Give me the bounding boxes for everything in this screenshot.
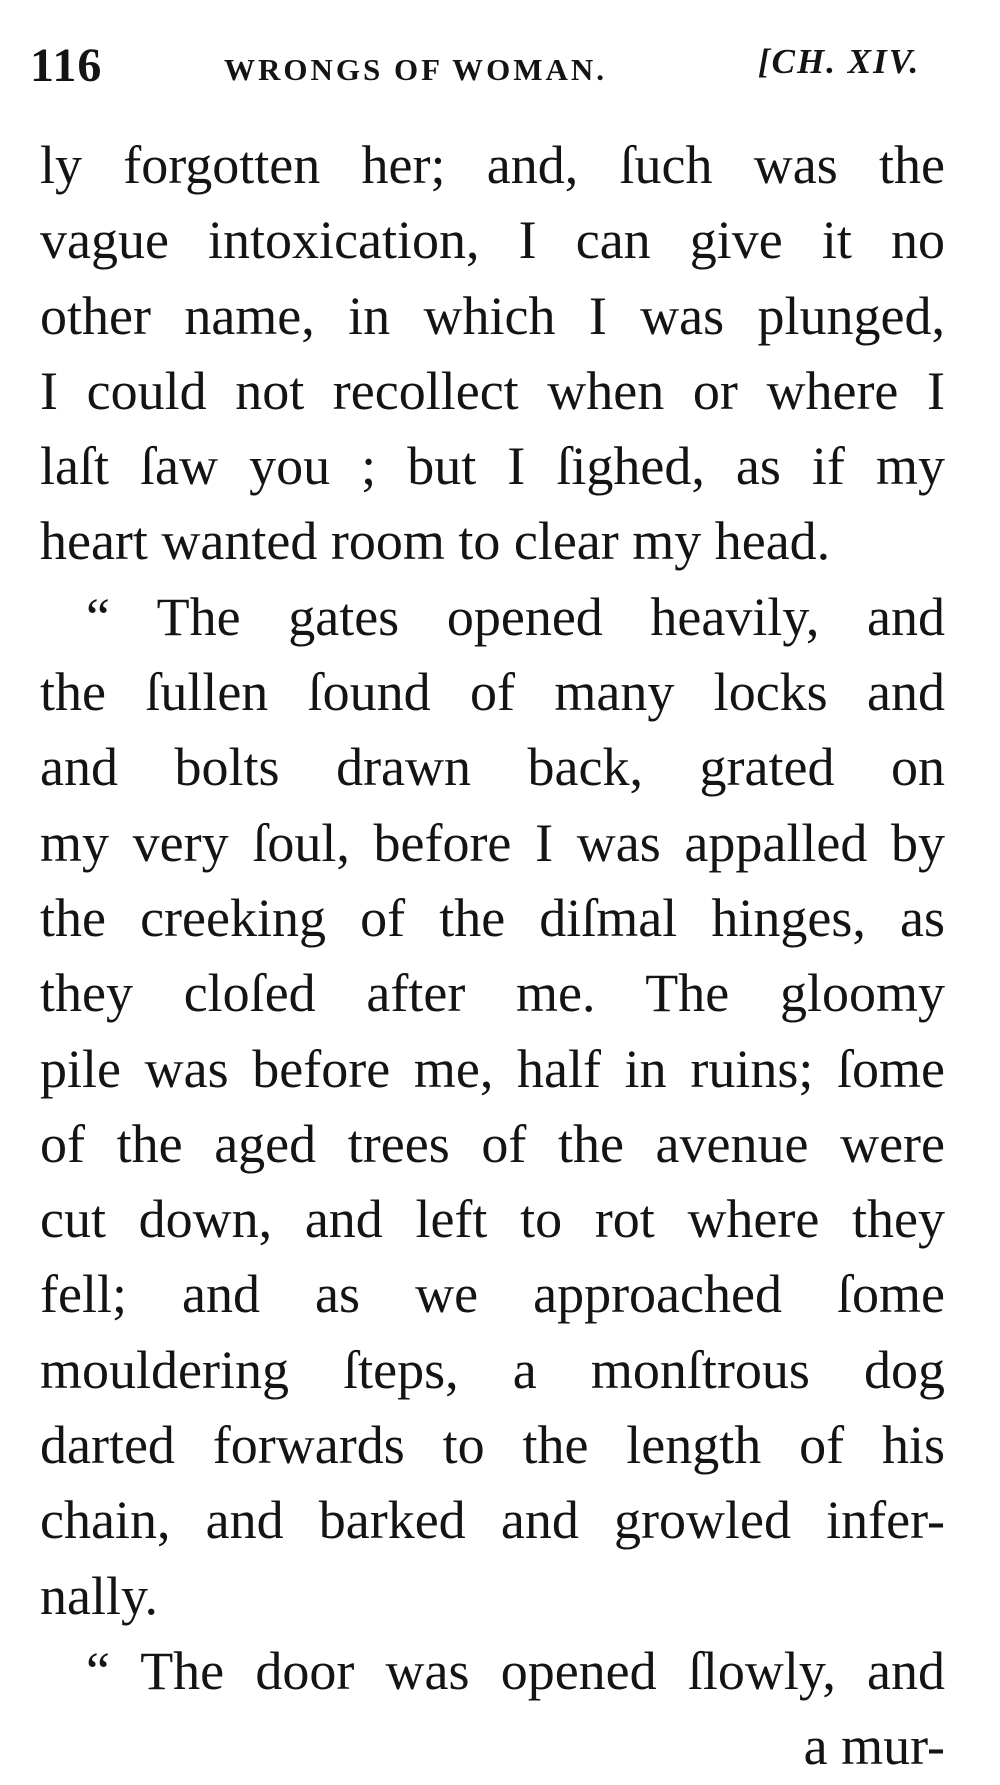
text-line: laſt ſaw you ; but I ſighed, as if my bbox=[40, 436, 945, 497]
text-line: cut down, and left to rot where they bbox=[40, 1189, 945, 1250]
catchword: a mur- bbox=[803, 1716, 945, 1777]
text-line: chain, and barked and growled infer- bbox=[40, 1490, 945, 1551]
text-line: my very ſoul, before I was appalled by bbox=[40, 812, 945, 873]
page-number: 116 bbox=[30, 39, 103, 92]
text-line: fell; and as we approached ſome bbox=[40, 1264, 945, 1325]
paragraph-end-line: heart wanted room to clear my head. bbox=[40, 511, 831, 572]
text-line: ly forgotten her; and, ſuch was the bbox=[40, 135, 945, 195]
text-line: the creeking of the diſmal hinges, as bbox=[40, 887, 945, 948]
running-header bbox=[30, 38, 960, 98]
running-title: WRONGS OF WOMAN. bbox=[224, 52, 607, 87]
paragraph-start-line: “ The gates opened heavily, and bbox=[86, 586, 945, 647]
text-line: mouldering ſteps, a monſtrous dog bbox=[40, 1339, 945, 1400]
text-line: I could not recollect when or where I bbox=[40, 360, 945, 421]
text-line: other name, in which I was plunged, bbox=[40, 285, 945, 346]
text-line: darted forwards to the length of his bbox=[40, 1415, 945, 1476]
text-line: and bolts drawn back, grated on bbox=[40, 737, 945, 798]
text-line: vague intoxication, I can give it no bbox=[40, 210, 945, 271]
text-line: of the aged trees of the avenue were bbox=[40, 1113, 945, 1174]
body-text bbox=[40, 128, 945, 1785]
paragraph-start-line: “ The door was opened ſlowly, and bbox=[86, 1640, 945, 1701]
chapter-marker: [CH. XIV. bbox=[758, 42, 921, 81]
text-line: the ſullen ſound of many locks and bbox=[40, 662, 945, 723]
paragraph-end-line: nally. bbox=[40, 1565, 158, 1626]
text-line: they cloſed after me. The gloomy bbox=[40, 963, 945, 1024]
text-line: pile was before me, half in ruins; ſome bbox=[40, 1038, 945, 1099]
